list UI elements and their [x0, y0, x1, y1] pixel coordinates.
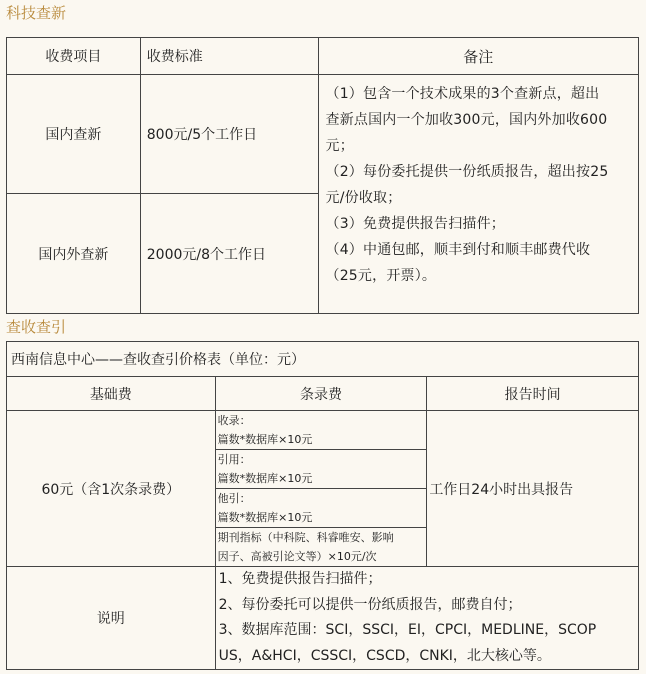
table-header-row — [7, 377, 639, 411]
fee-price-international: 2000元/8个工作日 — [140, 194, 318, 314]
explanation-line: 2、每份委托可以提供一份纸质报告，邮费自付； — [218, 596, 522, 613]
citation-search-price-table — [6, 341, 639, 670]
entry-fee-formula: 篇数*数据库×10元 — [217, 511, 313, 524]
header-base-fee: 基础费 — [7, 377, 216, 411]
base-fee-value: 60元（含1次条录费） — [7, 411, 216, 567]
entry-fee-item — [216, 489, 427, 528]
header-entry-fee: 条录费 — [215, 377, 427, 411]
fee-item-international: 国内外查新 — [7, 194, 141, 314]
table-header-row — [7, 38, 639, 75]
header-fee-standard: 收费标准 — [140, 38, 318, 75]
remark-line: 元； — [325, 138, 354, 154]
fee-price-domestic: 800元/5个工作日 — [140, 75, 318, 194]
remark-line: （1）包含一个技术成果的3个查新点，超出 — [325, 86, 600, 102]
remark-line: （4）中通包邮，顺丰到付和顺丰邮费代收 — [325, 242, 591, 258]
header-remarks: 备注 — [318, 38, 639, 75]
header-report-time: 报告时间 — [427, 377, 639, 411]
entry-fee-label: 他引： — [217, 492, 251, 505]
novelty-search-fee-table — [6, 37, 639, 314]
fee-item-domestic: 国内查新 — [7, 75, 141, 194]
report-time-value: 工作日24小时出具报告 — [427, 411, 639, 567]
table-row — [7, 567, 639, 670]
entry-fee-label: 期刊指标（中科院、科睿唯安、影响 — [217, 531, 394, 544]
entry-fee-formula: 因子、高被引论文等）×10元/次 — [217, 550, 377, 563]
remark-line: 元/份收取； — [325, 190, 402, 206]
entry-fee-label: 收录： — [217, 414, 251, 427]
header-fee-item: 收费项目 — [7, 38, 141, 75]
table-caption-row — [7, 342, 639, 377]
entry-fee-item — [216, 450, 427, 489]
entry-fee-item — [216, 528, 427, 566]
entry-fee-label: 引用： — [217, 453, 251, 466]
explanation-line: US，A&HCI，CSSCI，CSCD，CNKI，北大核心等。 — [218, 647, 551, 664]
entry-fee-formula: 篇数*数据库×10元 — [217, 433, 313, 446]
explanation-label: 说明 — [7, 567, 216, 670]
remark-line: （25元，开票）。 — [325, 268, 437, 284]
remarks-cell — [318, 75, 639, 314]
remark-line: 查新点国内一个加收300元，国内外加收600 — [325, 112, 608, 128]
section-title-novelty-search: 科技查新 — [6, 4, 67, 22]
explanation-line: 1、免费提供报告扫描件； — [218, 571, 382, 587]
table-row — [7, 75, 639, 194]
table-row — [7, 411, 639, 567]
entry-fee-cell — [215, 411, 427, 567]
remark-line: （2）每份委托提供一份纸质报告，超出按25 — [325, 164, 609, 180]
explanation-cell — [215, 567, 638, 670]
entry-fee-item — [216, 411, 427, 450]
explanation-line: 3、数据库范围：SCI，SSCI，EI，CPCI，MEDLINE，SCOP — [218, 622, 597, 638]
entry-fee-formula: 篇数*数据库×10元 — [217, 472, 313, 485]
remark-line: （3）免费提供报告扫描件； — [325, 216, 506, 232]
table-caption: 西南信息中心——查收查引价格表（单位：元） — [7, 342, 639, 377]
section-title-citation-search: 查收查引 — [6, 318, 67, 336]
